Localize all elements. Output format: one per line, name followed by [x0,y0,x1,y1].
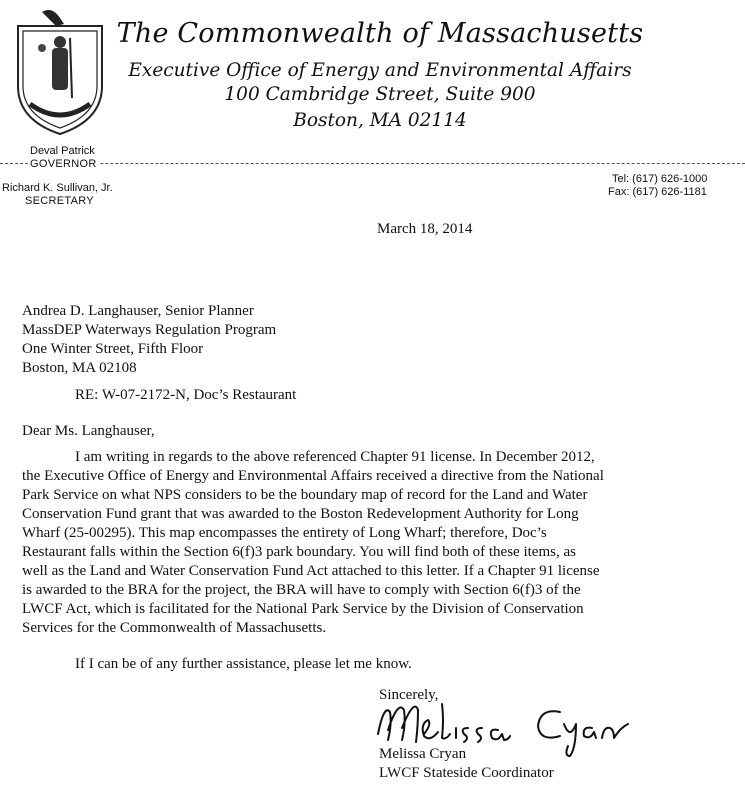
signatory-name: Melissa Cryan [379,746,467,762]
letterhead-street: 100 Cambridge Street, Suite 900 [224,84,536,105]
recipient-line: Boston, MA 02108 [22,360,137,376]
paragraph-line: the Executive Office of Energy and Environmental Affairs received a directive from the National [22,468,604,484]
paragraph-line: Services for the Commonwealth of Massachusetts. [22,620,327,636]
paragraph-line: Conservation Fund grant that was awarded to the Boston Redevelopment Authority for Long [22,506,579,522]
re-line: RE: W-07-2172-N, Doc’s Restaurant [75,387,297,403]
recipient-address [22,302,276,378]
paragraph-line: I am writing in regards to the above referenced Chapter 91 license. In December 2012, [75,449,595,465]
paragraph-line: Restaurant falls within the Section 6(f)3 park boundary. You will find both of these items, as [22,544,576,560]
paragraph-line: Park Service on what NPS considers to be the boundary map of record for the Land and Water [22,487,588,503]
recipient-line: One Winter Street, Fifth Floor [22,341,204,357]
paragraph-line: LWCF Act, which is facilitated for the National Park Service by the Division of Conservation [22,601,584,617]
paragraph-line: is awarded to the BRA for the project, the BRA will have to comply with Section 6(f)3 of the [22,582,581,598]
salutation: Dear Ms. Langhauser, [22,423,155,439]
telephone: Tel: (617) 626-1000 [612,173,708,185]
governor-name: Deval Patrick [30,145,95,157]
letterhead-office: Executive Office of Energy and Environmental Affairs [128,60,632,81]
recipient-line: MassDEP Waterways Regulation Program [22,322,277,338]
secretary-name: Richard K. Sullivan, Jr. [2,182,113,194]
secretary-title: SECRETARY [25,195,94,207]
closing-paragraph: If I can be of any further assistance, please let me know. [75,656,412,672]
recipient-line: Andrea D. Langhauser, Senior Planner [22,303,254,319]
fax: Fax: (617) 626-1181 [608,186,707,198]
letterhead-divider [0,163,745,164]
body-paragraph [22,448,604,638]
letterhead-city: Boston, MA 02114 [293,110,467,131]
paragraph-line: Wharf (25-00295). This map encompasses the entirety of Long Wharf; therefore, Doc’s [22,525,547,541]
closing: Sincerely, [379,687,439,703]
paragraph-line: well as the Land and Water Conservation Fund Act attached to this letter. If a Chapter 91 license [22,563,600,579]
letterhead-title: The Commonwealth of Massachusetts [116,18,644,49]
letter-date: March 18, 2014 [377,221,473,237]
signatory-title: LWCF Stateside Coordinator [379,765,554,781]
governor-title: GOVERNOR [30,158,97,170]
massachusetts-seal-icon [12,8,108,138]
